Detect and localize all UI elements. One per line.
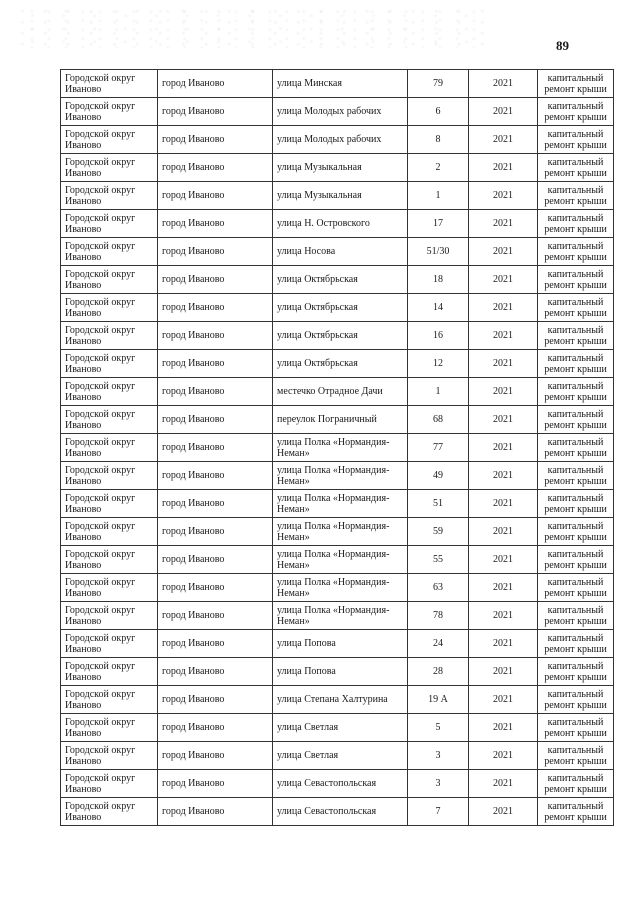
table-row [61, 798, 614, 826]
work-type-cell: капитальный ремонт крыши [538, 742, 614, 770]
year-cell: 2021 [469, 126, 538, 154]
table-row [61, 126, 614, 154]
house-number-cell: 7 [408, 798, 469, 826]
city-cell: город Иваново [158, 126, 273, 154]
year-cell: 2021 [469, 630, 538, 658]
table-row [61, 546, 614, 574]
city-cell: город Иваново [158, 574, 273, 602]
city-cell: город Иваново [158, 742, 273, 770]
table-row [61, 742, 614, 770]
city-cell: город Иваново [158, 518, 273, 546]
street-cell: улица Н. Островского [273, 210, 408, 238]
table-body [61, 70, 614, 826]
table-row [61, 210, 614, 238]
city-cell: город Иваново [158, 154, 273, 182]
okrug-cell: Городской округ Иваново [61, 238, 158, 266]
house-number-cell: 24 [408, 630, 469, 658]
okrug-cell: Городской округ Иваново [61, 546, 158, 574]
table-row [61, 350, 614, 378]
house-number-cell: 3 [408, 742, 469, 770]
city-cell: город Иваново [158, 238, 273, 266]
city-cell: город Иваново [158, 182, 273, 210]
street-cell: улица Попова [273, 658, 408, 686]
house-number-cell: 51/30 [408, 238, 469, 266]
okrug-cell: Городской округ Иваново [61, 742, 158, 770]
house-number-cell: 1 [408, 378, 469, 406]
house-number-cell: 68 [408, 406, 469, 434]
okrug-cell: Городской округ Иваново [61, 770, 158, 798]
table-row [61, 462, 614, 490]
year-cell: 2021 [469, 742, 538, 770]
city-cell: город Иваново [158, 770, 273, 798]
table-row [61, 70, 614, 98]
city-cell: город Иваново [158, 210, 273, 238]
city-cell: город Иваново [158, 462, 273, 490]
year-cell: 2021 [469, 574, 538, 602]
okrug-cell: Городской округ Иваново [61, 686, 158, 714]
city-cell: город Иваново [158, 294, 273, 322]
page-number: 89 [556, 38, 569, 53]
year-cell: 2021 [469, 238, 538, 266]
okrug-cell: Городской округ Иваново [61, 350, 158, 378]
okrug-cell: Городской округ Иваново [61, 714, 158, 742]
city-cell: город Иваново [158, 70, 273, 98]
work-type-cell: капитальный ремонт крыши [538, 574, 614, 602]
street-cell: улица Октябрьская [273, 322, 408, 350]
work-type-cell: капитальный ремонт крыши [538, 266, 614, 294]
work-type-cell: капитальный ремонт крыши [538, 350, 614, 378]
work-type-cell: капитальный ремонт крыши [538, 182, 614, 210]
city-cell: город Иваново [158, 434, 273, 462]
city-cell: город Иваново [158, 798, 273, 826]
house-number-cell: 79 [408, 70, 469, 98]
okrug-cell: Городской округ Иваново [61, 210, 158, 238]
house-number-cell: 16 [408, 322, 469, 350]
table-row [61, 154, 614, 182]
house-number-cell: 1 [408, 182, 469, 210]
table-row [61, 406, 614, 434]
work-type-cell: капитальный ремонт крыши [538, 658, 614, 686]
okrug-cell: Городской округ Иваново [61, 406, 158, 434]
street-cell: улица Полка «Нормандия-Неман» [273, 462, 408, 490]
street-cell: улица Молодых рабочих [273, 126, 408, 154]
house-number-cell: 78 [408, 602, 469, 630]
table-row [61, 266, 614, 294]
table-row [61, 518, 614, 546]
year-cell: 2021 [469, 70, 538, 98]
year-cell: 2021 [469, 182, 538, 210]
work-type-cell: капитальный ремонт крыши [538, 602, 614, 630]
year-cell: 2021 [469, 462, 538, 490]
okrug-cell: Городской округ Иваново [61, 490, 158, 518]
year-cell: 2021 [469, 322, 538, 350]
year-cell: 2021 [469, 378, 538, 406]
city-cell: город Иваново [158, 546, 273, 574]
okrug-cell: Городской округ Иваново [61, 462, 158, 490]
city-cell: город Иваново [158, 322, 273, 350]
okrug-cell: Городской округ Иваново [61, 266, 158, 294]
table-row [61, 378, 614, 406]
year-cell: 2021 [469, 658, 538, 686]
okrug-cell: Городской округ Иваново [61, 518, 158, 546]
year-cell: 2021 [469, 518, 538, 546]
city-cell: город Иваново [158, 266, 273, 294]
house-number-cell: 55 [408, 546, 469, 574]
okrug-cell: Городской округ Иваново [61, 98, 158, 126]
city-cell: город Иваново [158, 490, 273, 518]
work-type-cell: капитальный ремонт крыши [538, 770, 614, 798]
street-cell: улица Севастопольская [273, 770, 408, 798]
street-cell: улица Музыкальная [273, 182, 408, 210]
table-row [61, 602, 614, 630]
house-number-cell: 3 [408, 770, 469, 798]
work-type-cell: капитальный ремонт крыши [538, 434, 614, 462]
city-cell: город Иваново [158, 378, 273, 406]
work-type-cell: капитальный ремонт крыши [538, 630, 614, 658]
work-type-cell: капитальный ремонт крыши [538, 70, 614, 98]
street-cell: улица Полка «Нормандия-Неман» [273, 518, 408, 546]
year-cell: 2021 [469, 154, 538, 182]
table-row [61, 322, 614, 350]
okrug-cell: Городской округ Иваново [61, 602, 158, 630]
work-type-cell: капитальный ремонт крыши [538, 378, 614, 406]
year-cell: 2021 [469, 798, 538, 826]
house-number-cell: 18 [408, 266, 469, 294]
city-cell: город Иваново [158, 602, 273, 630]
okrug-cell: Городской округ Иваново [61, 658, 158, 686]
city-cell: город Иваново [158, 658, 273, 686]
work-type-cell: капитальный ремонт крыши [538, 546, 614, 574]
work-type-cell: капитальный ремонт крыши [538, 490, 614, 518]
okrug-cell: Городской округ Иваново [61, 378, 158, 406]
work-type-cell: капитальный ремонт крыши [538, 238, 614, 266]
work-type-cell: капитальный ремонт крыши [538, 686, 614, 714]
city-cell: город Иваново [158, 406, 273, 434]
house-number-cell: 59 [408, 518, 469, 546]
work-type-cell: капитальный ремонт крыши [538, 322, 614, 350]
work-type-cell: капитальный ремонт крыши [538, 210, 614, 238]
table-row [61, 686, 614, 714]
house-number-cell: 77 [408, 434, 469, 462]
year-cell: 2021 [469, 406, 538, 434]
table-row [61, 182, 614, 210]
house-number-cell: 63 [408, 574, 469, 602]
house-number-cell: 8 [408, 126, 469, 154]
street-cell: улица Севастопольская [273, 798, 408, 826]
street-cell: переулок Пограничный [273, 406, 408, 434]
table-row [61, 294, 614, 322]
okrug-cell: Городской округ Иваново [61, 574, 158, 602]
street-cell: улица Попова [273, 630, 408, 658]
house-number-cell: 49 [408, 462, 469, 490]
okrug-cell: Городской округ Иваново [61, 126, 158, 154]
work-type-cell: капитальный ремонт крыши [538, 714, 614, 742]
house-number-cell: 6 [408, 98, 469, 126]
table-row [61, 574, 614, 602]
work-type-cell: капитальный ремонт крыши [538, 126, 614, 154]
house-number-cell: 28 [408, 658, 469, 686]
year-cell: 2021 [469, 210, 538, 238]
repair-schedule-table [60, 69, 614, 826]
year-cell: 2021 [469, 546, 538, 574]
house-number-cell: 51 [408, 490, 469, 518]
okrug-cell: Городской округ Иваново [61, 322, 158, 350]
work-type-cell: капитальный ремонт крыши [538, 518, 614, 546]
city-cell: город Иваново [158, 350, 273, 378]
house-number-cell: 14 [408, 294, 469, 322]
house-number-cell: 12 [408, 350, 469, 378]
table-row [61, 490, 614, 518]
year-cell: 2021 [469, 490, 538, 518]
scan-noise [20, 8, 490, 48]
street-cell: улица Молодых рабочих [273, 98, 408, 126]
okrug-cell: Городской округ Иваново [61, 182, 158, 210]
city-cell: город Иваново [158, 686, 273, 714]
street-cell: улица Октябрьская [273, 294, 408, 322]
house-number-cell: 19 А [408, 686, 469, 714]
work-type-cell: капитальный ремонт крыши [538, 798, 614, 826]
year-cell: 2021 [469, 266, 538, 294]
okrug-cell: Городской округ Иваново [61, 798, 158, 826]
work-type-cell: капитальный ремонт крыши [538, 462, 614, 490]
year-cell: 2021 [469, 294, 538, 322]
okrug-cell: Городской округ Иваново [61, 630, 158, 658]
table-row [61, 714, 614, 742]
year-cell: 2021 [469, 98, 538, 126]
street-cell: улица Октябрьская [273, 266, 408, 294]
street-cell: улица Носова [273, 238, 408, 266]
street-cell: улица Светлая [273, 714, 408, 742]
city-cell: город Иваново [158, 630, 273, 658]
okrug-cell: Городской округ Иваново [61, 70, 158, 98]
okrug-cell: Городской округ Иваново [61, 294, 158, 322]
city-cell: город Иваново [158, 98, 273, 126]
year-cell: 2021 [469, 602, 538, 630]
work-type-cell: капитальный ремонт крыши [538, 154, 614, 182]
table-row [61, 630, 614, 658]
work-type-cell: капитальный ремонт крыши [538, 294, 614, 322]
house-number-cell: 2 [408, 154, 469, 182]
table-row [61, 434, 614, 462]
house-number-cell: 17 [408, 210, 469, 238]
table-row [61, 238, 614, 266]
table-row [61, 98, 614, 126]
street-cell: местечко Отрадное Дачи [273, 378, 408, 406]
street-cell: улица Полка «Нормандия-Неман» [273, 546, 408, 574]
work-type-cell: капитальный ремонт крыши [538, 98, 614, 126]
year-cell: 2021 [469, 686, 538, 714]
street-cell: улица Степана Халтурина [273, 686, 408, 714]
street-cell: улица Полка «Нормандия-Неман» [273, 602, 408, 630]
work-type-cell: капитальный ремонт крыши [538, 406, 614, 434]
okrug-cell: Городской округ Иваново [61, 154, 158, 182]
street-cell: улица Полка «Нормандия-Неман» [273, 434, 408, 462]
street-cell: улица Полка «Нормандия-Неман» [273, 574, 408, 602]
street-cell: улица Музыкальная [273, 154, 408, 182]
year-cell: 2021 [469, 714, 538, 742]
street-cell: улица Минская [273, 70, 408, 98]
table-row [61, 658, 614, 686]
year-cell: 2021 [469, 350, 538, 378]
year-cell: 2021 [469, 434, 538, 462]
city-cell: город Иваново [158, 714, 273, 742]
street-cell: улица Светлая [273, 742, 408, 770]
street-cell: улица Октябрьская [273, 350, 408, 378]
house-number-cell: 5 [408, 714, 469, 742]
street-cell: улица Полка «Нормандия-Неман» [273, 490, 408, 518]
year-cell: 2021 [469, 770, 538, 798]
table-row [61, 770, 614, 798]
okrug-cell: Городской округ Иваново [61, 434, 158, 462]
